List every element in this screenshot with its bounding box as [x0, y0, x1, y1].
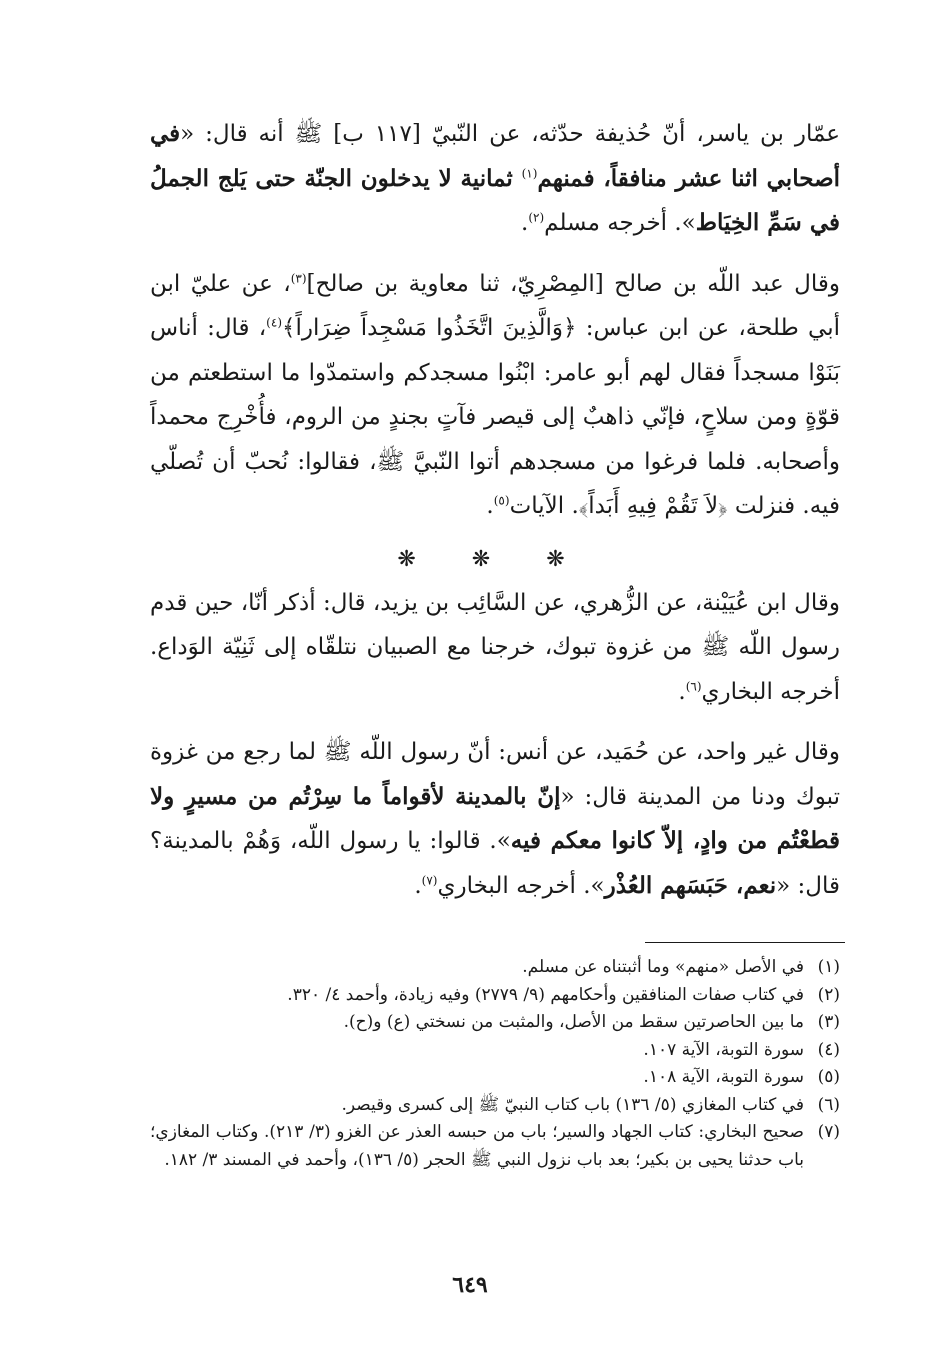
asterism-icon: ❋ — [471, 546, 519, 572]
footnote-1 — [150, 954, 840, 982]
footnote-number: (١) — [817, 957, 840, 977]
footnote-ref: (٦) — [685, 678, 702, 693]
paragraph-4 — [150, 730, 840, 908]
footnote-ref: (٧) — [421, 872, 438, 887]
bold-hadith-text: في أصحابي اثنا عشر منافقاً، فمنهم — [150, 120, 840, 192]
asterism-icon: ❋ — [546, 546, 593, 572]
footnote-4 — [150, 1037, 840, 1065]
footnote-2 — [150, 982, 840, 1010]
footnote-text: صحيح البخاري: كتاب الجهاد والسير؛ باب من حبسه العذر عن الغزو (٣/ ٢١٣). وكتاب المغازي؛ باب حدثنا يحيى بن بكير؛ بعد باب نزول النبي ﷺ الحجر (٥/ ١٣٦)، وأحمد في المسند ٣/ ١٨٢. — [150, 1122, 804, 1170]
footnote-ref: (٤) — [266, 315, 282, 330]
bold-hadith-text: إنّ بالمدينة لأقواماً ما سِرْتُم من مسيرٍ ولا قطعْتُم من وادٍ، إلاّ كانوا معكم فيه — [150, 782, 840, 854]
paragraph-2 — [150, 262, 840, 529]
footnote-ref: (٣) — [290, 270, 307, 285]
footnote-number: (٣) — [817, 1012, 840, 1032]
footnote-separator — [645, 942, 845, 943]
footnote-text: سورة التوبة، الآية ١٠٨. — [643, 1067, 804, 1087]
footnote-number: (٦) — [817, 1094, 840, 1115]
asterism-icon: ❋ — [397, 546, 444, 572]
footnote-ref: (٢) — [528, 210, 545, 225]
footnote-text: في كتاب صفات المنافقين وأحكامهم (٩/ ٢٧٧٩) وفيه زيادة، وأحمد ٤/ ٣٢٠. — [287, 984, 804, 1005]
footnote-text: في كتاب المغازي (٥/ ١٣٦) باب كتاب النبيّ ﷺ إلى كسرى وقيصر. — [341, 1094, 804, 1115]
text-run: ، قال: أناس بَنَوْا مسجداً فقال لهم أبو عامر: ابْنُوا مسجدكم واستمدّوا ما استطعتم من قوّةٍ ومن سلاحٍ، فإنّي ذاهبٌ إلى قيصر فآتٍ بجندٍ من الروم، فأُخْرِج محمداً وأصحابه. فلما فرغوا من مسجدهم أتوا النّبيَّ ﷺ، فقالوا: نُحبّ أن تُصلّي فيه. فنزلت ﴿لاَ تَقُمْ فِيهِ أَبَداً﴾. الآيات — [150, 315, 840, 519]
text-run: ». أخرجه مسلم — [544, 210, 696, 236]
text-run: وقال غير واحد، عن حُمَيد، عن أنس: أنّ رسول اللّه ﷺ لما رجع من غزوة تبوك ودنا من المدينة قال: « — [150, 739, 840, 810]
section-divider — [150, 547, 840, 573]
text-run: . — [521, 210, 529, 236]
text-run: وقال ابن عُيَيْنة، عن الزُّهري، عن السَّائِب بن يزيد، قال: أذكر أنّا، حين قدم رسول اللّه ﷺ من غزوة تبوك، خرجنا مع الصبيان نتلقّاه إلى ثَنِيّة الوَداع. أخرجه البخاري — [150, 589, 840, 705]
footnote-3 — [150, 1009, 840, 1037]
bold-hadith-text: ثمانية لا يدخلون الجنّة حتى يَلج الجملُ في سَمِّ الخِيَاط — [150, 164, 840, 236]
footnote-ref: (٥) — [493, 493, 510, 508]
footnote-text: سورة التوبة، الآية ١٠٧. — [643, 1039, 804, 1060]
footnote-5 — [150, 1064, 840, 1092]
paragraph-3 — [150, 581, 840, 715]
footnote-number: (٢) — [817, 984, 840, 1005]
footnote-number: (٥) — [817, 1067, 840, 1087]
footnote-text: في الأصل «منهم» وما أثبتناه عن مسلم. — [522, 957, 804, 977]
text-run: وقال عبد اللّه بن صالح [المِصْرِيّ، ثنا معاوية بن صالح] — [306, 270, 840, 297]
main-text — [150, 112, 840, 908]
text-run: . — [486, 493, 494, 519]
text-run: . — [678, 678, 686, 705]
footnote-6 — [150, 1092, 840, 1120]
footnote-number: (٧) — [817, 1122, 840, 1142]
text-run: ، عن عليّ ابن أبي طلحة، عن ابن عباس: ﴿وَالَّذِينَ اتَّخَذُوا مَسْجِداً ضِرَاراً﴾ — [150, 270, 841, 341]
footnote-text: ما بين الحاصرتين سقط من الأصل، والمثبت من نسختي (ع) و(ح). — [343, 1012, 804, 1032]
footnote-7 — [150, 1119, 840, 1174]
footnotes — [150, 954, 840, 1174]
page-number: ٦٤٩ — [452, 1272, 488, 1298]
footnote-ref: (١) — [521, 165, 538, 180]
text-run: ». أخرجه البخاري — [437, 872, 605, 899]
text-run: عمّار بن ياسر، أنّ حُذيفة حدّثه، عن النّبيّ [١١٧ ب] ﷺ أنه قال: « — [180, 121, 840, 147]
text-run: ». قالوا: يا رسول اللّه، وَهُمْ بالمدينة؟ قال: « — [150, 828, 840, 899]
paragraph-1 — [150, 112, 840, 246]
bold-hadith-text: نعم، حَبَسَهم العُذْر — [604, 871, 777, 899]
footnote-number: (٤) — [817, 1039, 840, 1060]
text-run: . — [414, 872, 422, 899]
